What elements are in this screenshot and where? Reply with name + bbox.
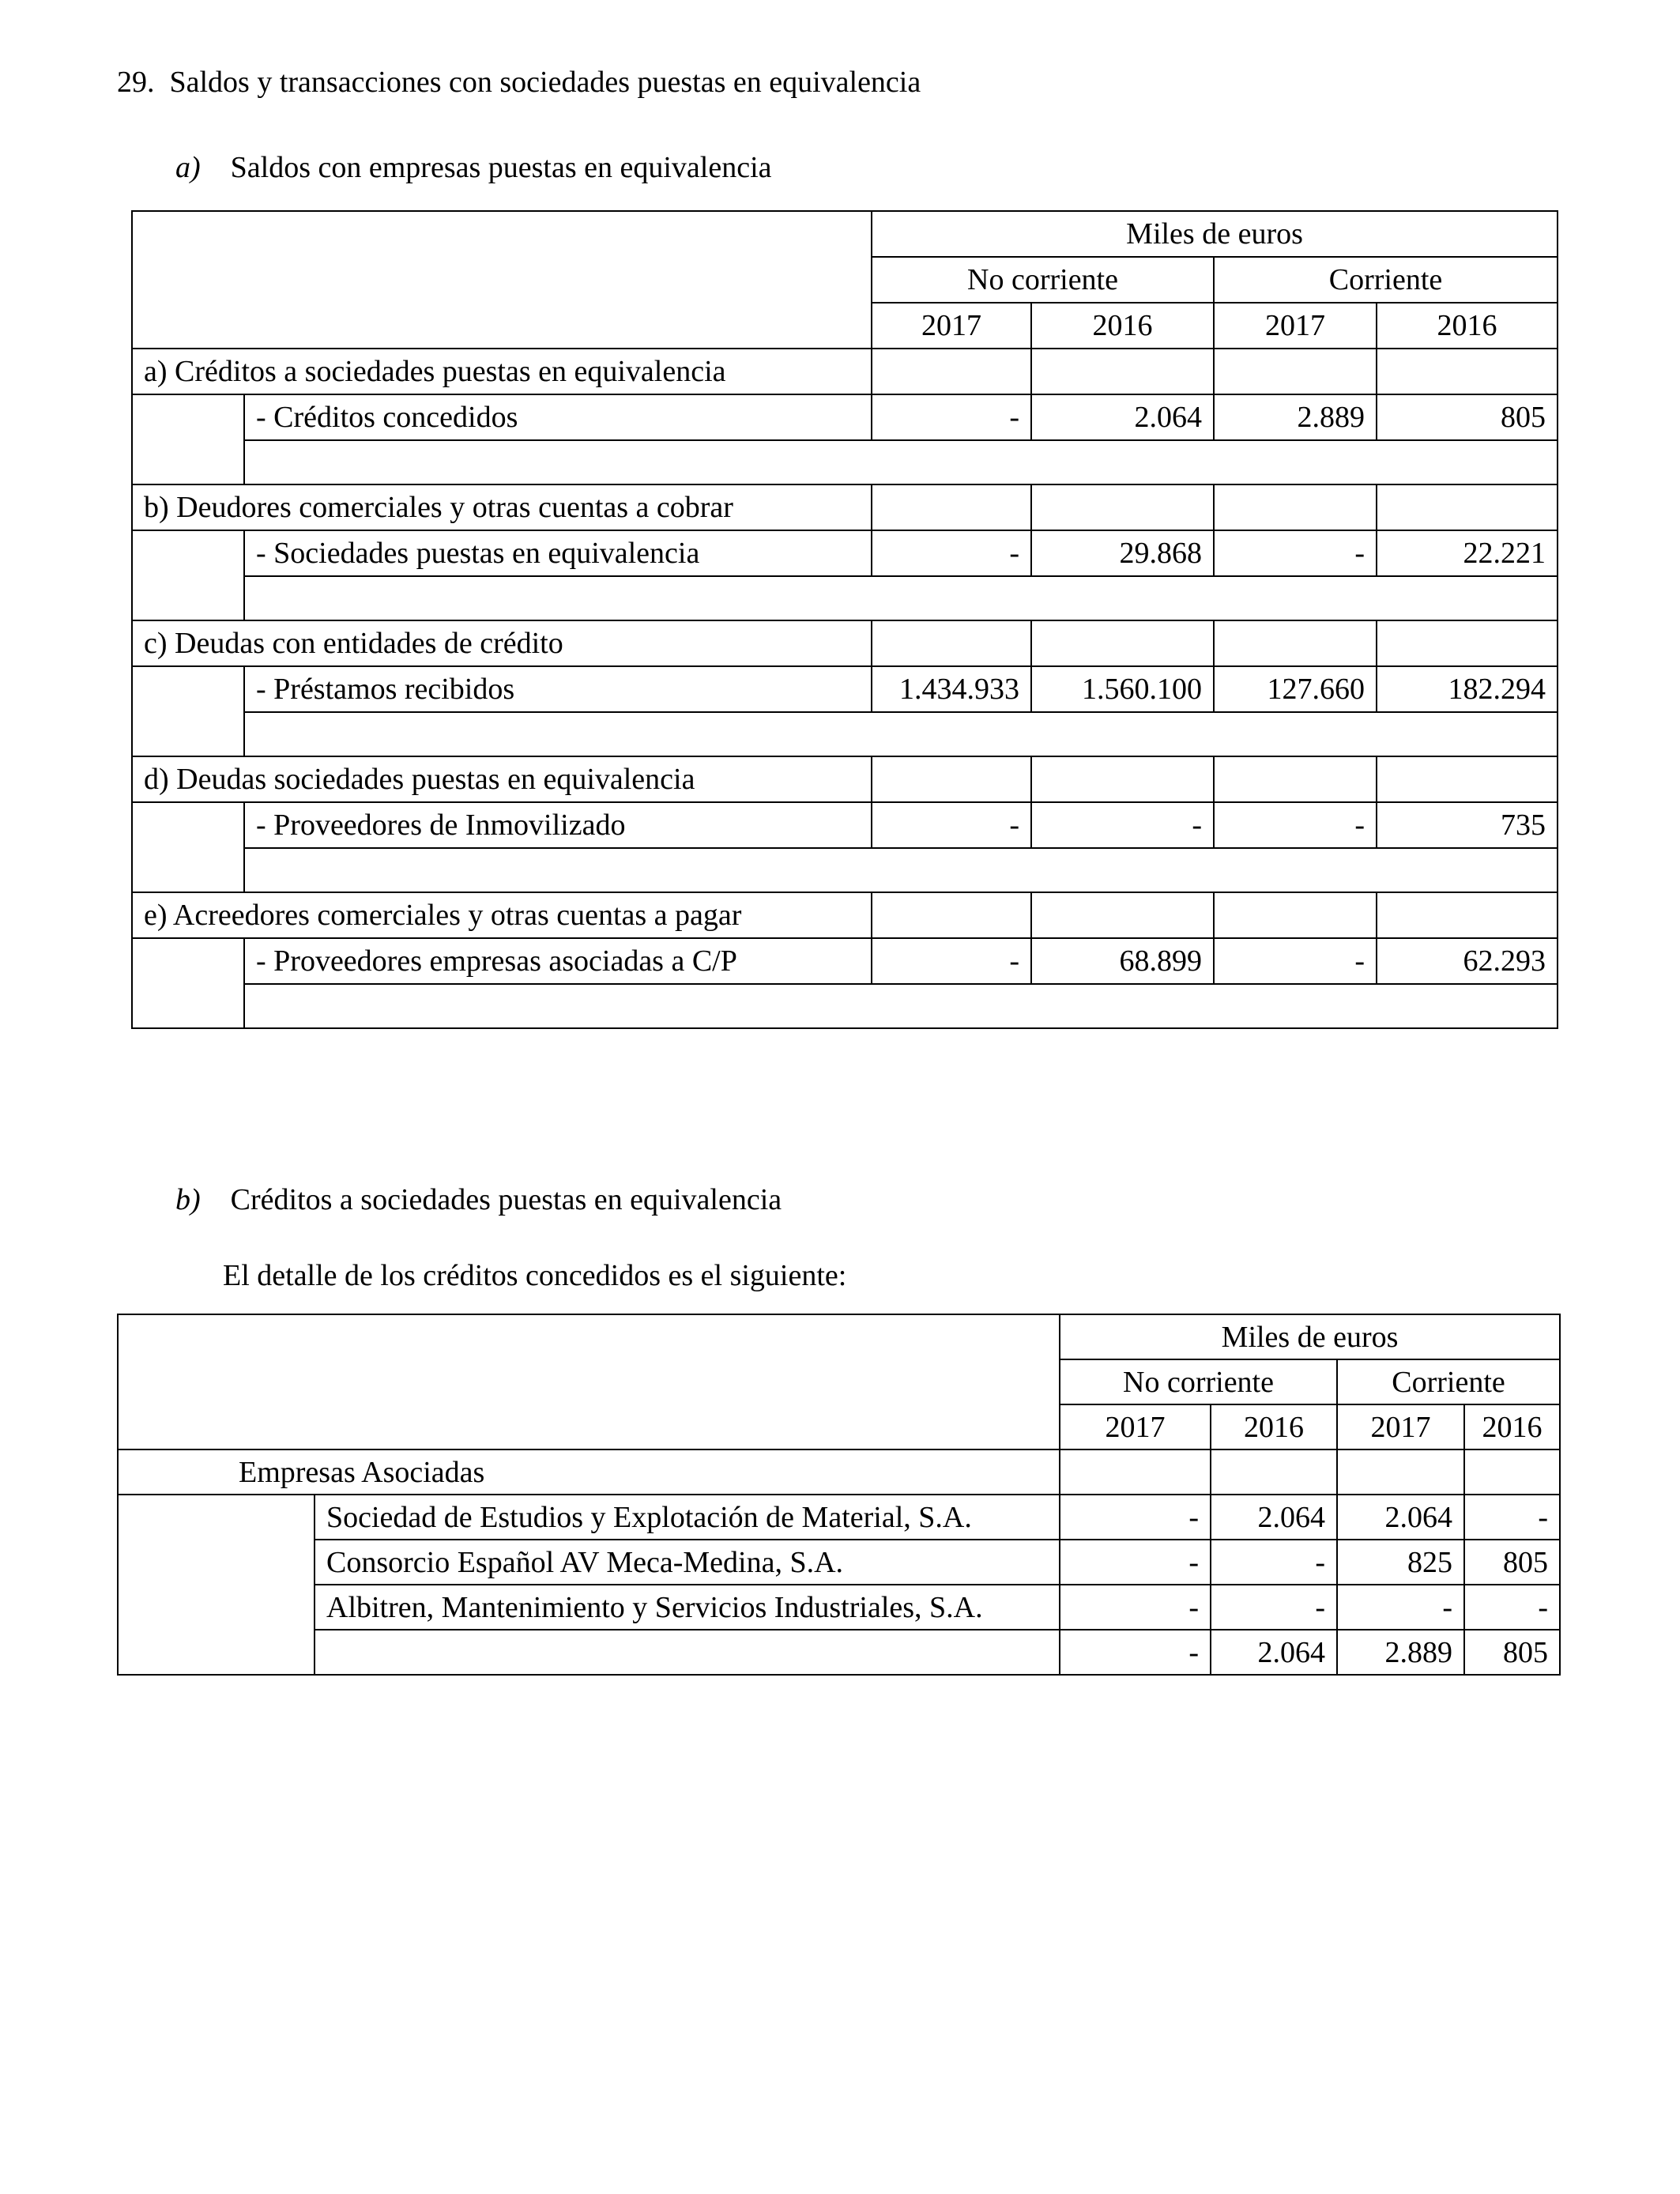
empty-cell <box>872 892 1031 938</box>
value-cell: 182.294 <box>1377 666 1558 712</box>
total-value-cell: 2.889 <box>1337 1630 1464 1675</box>
year-header: 2016 <box>1464 1404 1560 1449</box>
company-name: Sociedad de Estudios y Explotación de Material, S.A. <box>315 1495 1060 1540</box>
year-header: 2016 <box>1211 1404 1337 1449</box>
empty-cell <box>1377 484 1558 530</box>
value-cell: 2.064 <box>1337 1495 1464 1540</box>
subsection-b-title: Créditos a sociedades puestas en equivalencia <box>230 1183 782 1216</box>
value-cell: - <box>872 938 1031 984</box>
spacer-row <box>132 984 1558 1028</box>
year-header: 2017 <box>1337 1404 1464 1449</box>
item-label: - Préstamos recibidos <box>244 666 872 712</box>
subsection-a-heading <box>175 150 772 185</box>
value-cell: - <box>872 394 1031 440</box>
value-cell: - <box>1060 1540 1211 1585</box>
company-row <box>118 1495 1560 1540</box>
item-row <box>132 530 1558 576</box>
spacer-cell <box>244 712 1558 756</box>
group-label-row <box>132 349 1558 394</box>
group-label: b) Deudores comerciales y otras cuentas a cobrar <box>132 484 872 530</box>
value-cell: 2.064 <box>1031 394 1214 440</box>
item-row <box>132 802 1558 848</box>
empty-cell <box>1214 349 1377 394</box>
empty-cell <box>1031 892 1214 938</box>
group-label: e) Acreedores comerciales y otras cuentas a pagar <box>132 892 872 938</box>
year-header: 2017 <box>872 303 1031 349</box>
empty-cell <box>1211 1449 1337 1495</box>
subsection-a-marker: a) <box>175 151 201 184</box>
value-cell: - <box>1211 1540 1337 1585</box>
value-cell: - <box>1031 802 1214 848</box>
value-cell: - <box>1214 530 1377 576</box>
company-row <box>118 1585 1560 1630</box>
value-cell: - <box>1464 1495 1560 1540</box>
value-cell: 1.434.933 <box>872 666 1031 712</box>
total-value-cell: - <box>1060 1630 1211 1675</box>
empty-cell <box>1337 1449 1464 1495</box>
empty-cell <box>1377 349 1558 394</box>
item-label: - Proveedores de Inmovilizado <box>244 802 872 848</box>
indent-cell <box>118 1495 315 1675</box>
value-cell: - <box>1211 1585 1337 1630</box>
value-cell: 2.064 <box>1211 1495 1337 1540</box>
value-cell: 2.889 <box>1214 394 1377 440</box>
empty-cell <box>1031 620 1214 666</box>
value-cell: 127.660 <box>1214 666 1377 712</box>
group-label: a) Créditos a sociedades puestas en equivalencia <box>132 349 872 394</box>
item-row <box>132 394 1558 440</box>
empty-cell <box>1031 484 1214 530</box>
group-label-row <box>118 1449 1560 1495</box>
header-row-unit <box>118 1314 1560 1359</box>
empty-cell <box>1060 1449 1211 1495</box>
empty-cell <box>1031 756 1214 802</box>
group-header-no-corriente: No corriente <box>1060 1359 1337 1404</box>
group-header-corriente: Corriente <box>1337 1359 1560 1404</box>
company-row <box>118 1540 1560 1585</box>
group-label-row <box>132 756 1558 802</box>
spacer-row <box>132 712 1558 756</box>
value-cell: - <box>1060 1585 1211 1630</box>
subsection-b-heading <box>175 1182 782 1217</box>
value-cell: - <box>1464 1585 1560 1630</box>
item-label: - Créditos concedidos <box>244 394 872 440</box>
company-name: Albitren, Mantenimiento y Servicios Industriales, S.A. <box>315 1585 1060 1630</box>
indent-cell <box>132 666 244 756</box>
empty-cell <box>1214 484 1377 530</box>
spacer-row <box>132 848 1558 892</box>
empty-cell <box>872 484 1031 530</box>
value-cell: - <box>872 530 1031 576</box>
spacer-cell <box>244 848 1558 892</box>
subsection-b-intro: El detalle de los créditos concedidos es el siguiente: <box>223 1259 847 1292</box>
empty-cell <box>1377 620 1558 666</box>
subsection-a-title: Saldos con empresas puestas en equivalencia <box>230 151 772 184</box>
item-label: - Sociedades puestas en equivalencia <box>244 530 872 576</box>
company-name: Consorcio Español AV Meca-Medina, S.A. <box>315 1540 1060 1585</box>
group-header-corriente: Corriente <box>1214 257 1558 303</box>
spacer-cell <box>244 984 1558 1028</box>
section-title: Saldos y transacciones con sociedades puestas en equivalencia <box>169 66 921 99</box>
section-number: 29. <box>117 66 155 99</box>
group-label: c) Deudas con entidades de crédito <box>132 620 872 666</box>
total-value-cell: 2.064 <box>1211 1630 1337 1675</box>
credits-detail-table <box>117 1314 1561 1676</box>
year-header: 2016 <box>1031 303 1214 349</box>
empty-cell <box>1377 756 1558 802</box>
year-header: 2016 <box>1377 303 1558 349</box>
group-label: d) Deudas sociedades puestas en equivalencia <box>132 756 872 802</box>
unit-header: Miles de euros <box>1060 1314 1560 1359</box>
value-cell: 805 <box>1377 394 1558 440</box>
value-cell: 22.221 <box>1377 530 1558 576</box>
group-label-row <box>132 484 1558 530</box>
balances-table <box>131 210 1558 1029</box>
indent-cell <box>132 938 244 1028</box>
empty-cell <box>872 349 1031 394</box>
spacer-row <box>132 440 1558 484</box>
year-header: 2017 <box>1214 303 1377 349</box>
spacer-cell <box>244 576 1558 620</box>
indent-cell <box>132 802 244 892</box>
value-cell: - <box>872 802 1031 848</box>
empty-cell <box>1214 892 1377 938</box>
empty-cell <box>872 756 1031 802</box>
value-cell: 68.899 <box>1031 938 1214 984</box>
item-row <box>132 938 1558 984</box>
header-blank-cell <box>132 211 872 349</box>
item-label: - Proveedores empresas asociadas a C/P <box>244 938 872 984</box>
spacer-row <box>132 576 1558 620</box>
value-cell: 735 <box>1377 802 1558 848</box>
value-cell: - <box>1060 1495 1211 1540</box>
subsection-b-marker: b) <box>175 1183 201 1216</box>
group-label: Empresas Asociadas <box>118 1449 1060 1495</box>
year-header: 2017 <box>1060 1404 1211 1449</box>
value-cell: 29.868 <box>1031 530 1214 576</box>
value-cell: 1.560.100 <box>1031 666 1214 712</box>
group-header-no-corriente: No corriente <box>872 257 1214 303</box>
value-cell: 805 <box>1464 1540 1560 1585</box>
empty-cell <box>1214 620 1377 666</box>
total-label-cell <box>315 1630 1060 1675</box>
spacer-cell <box>244 440 1558 484</box>
header-row-unit <box>132 211 1558 257</box>
group-label-row <box>132 892 1558 938</box>
value-cell: - <box>1214 802 1377 848</box>
value-cell: - <box>1337 1585 1464 1630</box>
group-label-row <box>132 620 1558 666</box>
unit-header: Miles de euros <box>872 211 1558 257</box>
empty-cell <box>1214 756 1377 802</box>
value-cell: 62.293 <box>1377 938 1558 984</box>
value-cell: 825 <box>1337 1540 1464 1585</box>
empty-cell <box>872 620 1031 666</box>
value-cell: - <box>1214 938 1377 984</box>
indent-cell <box>132 530 244 620</box>
header-blank-cell <box>118 1314 1060 1449</box>
empty-cell <box>1377 892 1558 938</box>
empty-cell <box>1464 1449 1560 1495</box>
empty-cell <box>1031 349 1214 394</box>
section-heading <box>117 65 921 100</box>
indent-cell <box>132 394 244 484</box>
total-value-cell: 805 <box>1464 1630 1560 1675</box>
item-row <box>132 666 1558 712</box>
total-row <box>118 1630 1560 1675</box>
